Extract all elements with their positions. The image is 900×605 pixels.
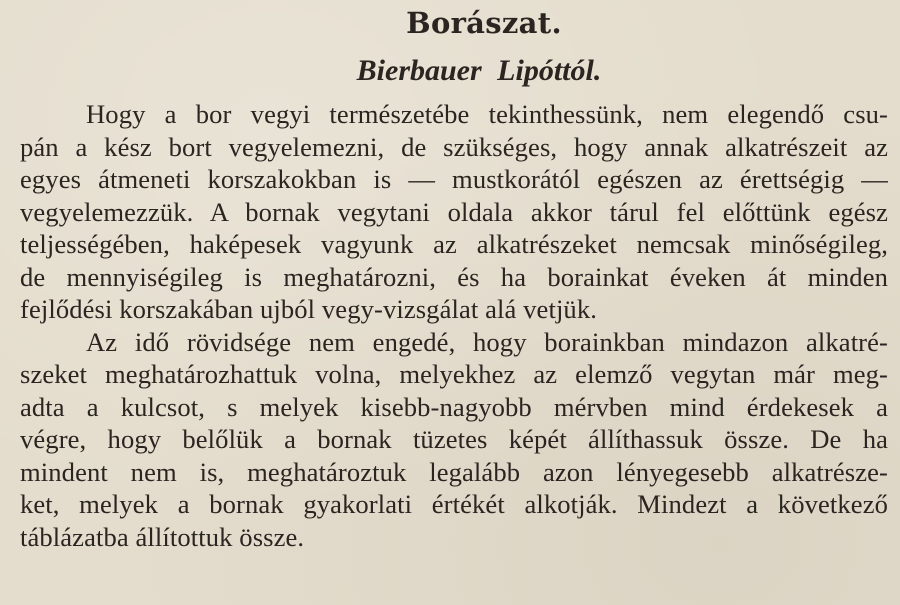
text-line: vegyelemezzük. A bornak vegytani oldala akkor tárul fel előttünk egész (20, 196, 888, 227)
text-line: mindent nem is, meghatároztuk legalább azon lényegesebb alkatrésze- (20, 456, 888, 487)
text-line: fejlődési korszakában ujból vegy-vizsgálat alá vetjük. (20, 294, 597, 324)
article-author: Bierbauer Lipóttól. (356, 54, 602, 87)
text-line: ket, melyek a bornak gyakorlati értékét alkotják. Mindezt a következő (20, 489, 888, 519)
text-line: szeket meghatározhattuk volna, melyekhez az elemző vegytan már meg- (20, 359, 888, 389)
text-line: Hogy a bor vegyi természetébe tekinthessünk, nem elegendő csu- (86, 99, 888, 129)
text-line: táblázatba állítottuk össze. (20, 521, 305, 552)
text-line: teljességében, haképesek vagyunk az alkatrészeket nemcsak minőségileg, (20, 229, 888, 259)
paragraph-1 (20, 98, 888, 326)
text-line: Az idő rövidsége nem engedé, hogy borainkban mindazon alkatré- (86, 326, 888, 357)
article-title: Borászat. (406, 6, 562, 40)
article-body (20, 98, 888, 553)
text-line: végre, hogy belőlük a bornak tüzetes képét állíthassuk össze. De ha (20, 424, 888, 454)
text-line: egyes átmeneti korszakokban is — mustkorától egészen az érettségig — (20, 164, 888, 194)
text-line: pán a kész bort vegyelemezni, de szükséges, hogy annak alkatrészeit az (20, 131, 888, 162)
text-line: de mennyiségileg is meghatározni, és ha borainkat éveken át minden (20, 261, 888, 292)
text-line: adta a kulcsot, s melyek kisebb-nagyobb mérvben mind érdekesek a (20, 391, 888, 422)
paragraph-2 (20, 326, 888, 554)
